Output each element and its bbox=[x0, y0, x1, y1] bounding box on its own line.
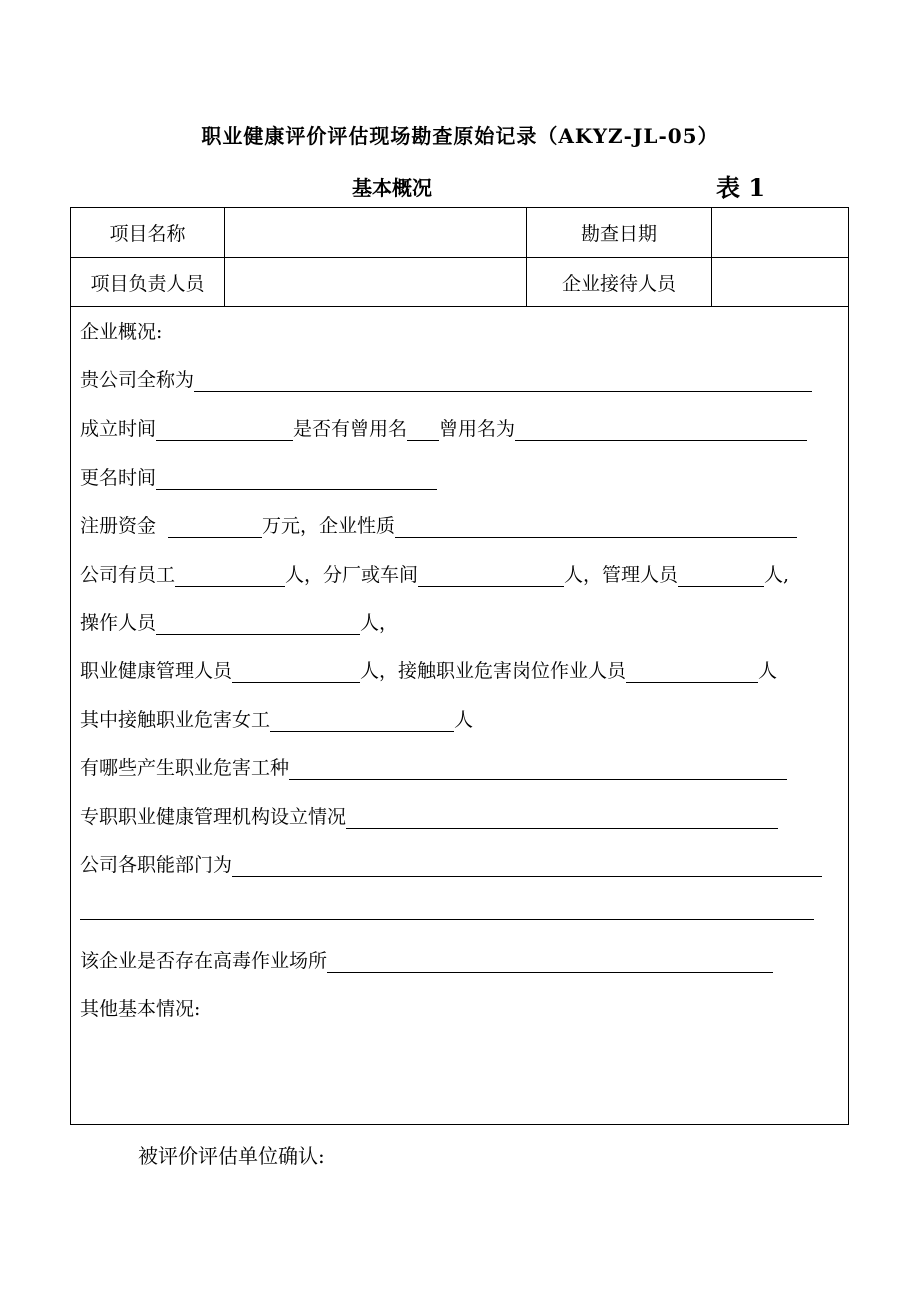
staff-blank[interactable] bbox=[175, 567, 285, 587]
hazard-jobs-blank[interactable] bbox=[289, 760, 787, 780]
established-label: 成立时间 bbox=[80, 418, 157, 440]
high-toxicity-label: 该企业是否存在高毒作业场所 bbox=[80, 950, 328, 972]
company-name-label: 贵公司全称为 bbox=[80, 369, 195, 391]
capital-blank[interactable] bbox=[168, 518, 262, 538]
rename-time-row bbox=[80, 464, 437, 490]
reception-staff-field[interactable] bbox=[712, 258, 848, 306]
established-row bbox=[80, 415, 807, 441]
former-name-label: 曾用名为 bbox=[439, 418, 516, 440]
reception-staff-label: 企业接待人员 bbox=[561, 272, 676, 295]
oh-org-blank[interactable] bbox=[346, 809, 778, 829]
former-name-question: 是否有曾用名 bbox=[293, 418, 408, 440]
exposed-workers-unit: 人 bbox=[758, 660, 778, 682]
established-blank[interactable] bbox=[156, 421, 293, 441]
oh-org-row bbox=[80, 803, 778, 829]
overview-heading: 企业概况: bbox=[80, 321, 163, 343]
table-number: 表 1 bbox=[716, 173, 766, 202]
capital-unit: 万元，企业性质 bbox=[262, 515, 396, 537]
oh-staff-row bbox=[80, 657, 777, 683]
female-workers-blank[interactable] bbox=[270, 712, 454, 732]
other-info-label: 其他基本情况: bbox=[80, 998, 201, 1020]
departments-label: 公司各职能部门为 bbox=[80, 854, 233, 876]
former-name-blank[interactable] bbox=[515, 421, 807, 441]
exposed-workers-blank[interactable] bbox=[626, 663, 758, 683]
table-divider bbox=[71, 306, 848, 307]
capital-row bbox=[80, 512, 797, 538]
managers-unit: 人, bbox=[764, 564, 790, 586]
oh-org-label: 专职职业健康管理机构设立情况 bbox=[80, 806, 347, 828]
high-toxicity-blank[interactable] bbox=[327, 953, 773, 973]
operators-row bbox=[80, 609, 398, 635]
departments-continuation-line[interactable] bbox=[80, 919, 814, 920]
departments-blank[interactable] bbox=[232, 857, 822, 877]
female-workers-unit: 人 bbox=[454, 709, 474, 731]
former-name-yesno-blank[interactable] bbox=[407, 421, 439, 441]
operators-unit: 人， bbox=[360, 612, 399, 634]
document-title: 职业健康评价评估现场勘查原始记录（AKYZ-JL-05） bbox=[201, 124, 719, 148]
staff-label: 公司有员工 bbox=[80, 564, 176, 586]
rename-time-blank[interactable] bbox=[156, 470, 437, 490]
company-name-blank[interactable] bbox=[194, 372, 812, 392]
departments-row bbox=[80, 851, 822, 877]
project-name-field[interactable] bbox=[225, 208, 525, 257]
oh-mgmt-label: 职业健康管理人员 bbox=[80, 660, 233, 682]
capital-label: 注册资金 bbox=[80, 515, 157, 537]
confirmation-label: 被评价评估单位确认: bbox=[138, 1144, 325, 1168]
female-workers-row bbox=[80, 706, 473, 732]
staff-unit: 人，分厂或车间 bbox=[285, 564, 419, 586]
section-subtitle: 基本概况 bbox=[352, 176, 432, 200]
workshop-blank[interactable] bbox=[418, 567, 564, 587]
exposed-workers-label: 人，接触职业危害岗位作业人员 bbox=[360, 660, 627, 682]
managers-blank[interactable] bbox=[678, 567, 764, 587]
enterprise-nature-blank[interactable] bbox=[395, 518, 797, 538]
project-name-label: 项目名称 bbox=[109, 223, 186, 245]
overview-heading-row bbox=[80, 318, 162, 344]
hazard-jobs-label: 有哪些产生职业危害工种 bbox=[80, 757, 290, 779]
other-info-row bbox=[80, 995, 200, 1021]
rename-time-label: 更名时间 bbox=[80, 467, 157, 489]
high-toxicity-row bbox=[80, 947, 773, 973]
hazard-jobs-row bbox=[80, 754, 787, 780]
company-name-row bbox=[80, 366, 812, 392]
project-lead-label: 项目负责人员 bbox=[90, 272, 205, 295]
operators-blank[interactable] bbox=[156, 615, 360, 635]
staff-row bbox=[80, 561, 789, 587]
project-lead-field[interactable] bbox=[225, 258, 525, 306]
survey-date-field[interactable] bbox=[712, 208, 848, 257]
mgmt-unit: 人，管理人员 bbox=[564, 564, 679, 586]
survey-date-label: 勘查日期 bbox=[580, 223, 657, 245]
operators-label: 操作人员 bbox=[80, 612, 157, 634]
female-workers-label: 其中接触职业危害女工 bbox=[80, 709, 271, 731]
oh-mgmt-blank[interactable] bbox=[232, 663, 360, 683]
